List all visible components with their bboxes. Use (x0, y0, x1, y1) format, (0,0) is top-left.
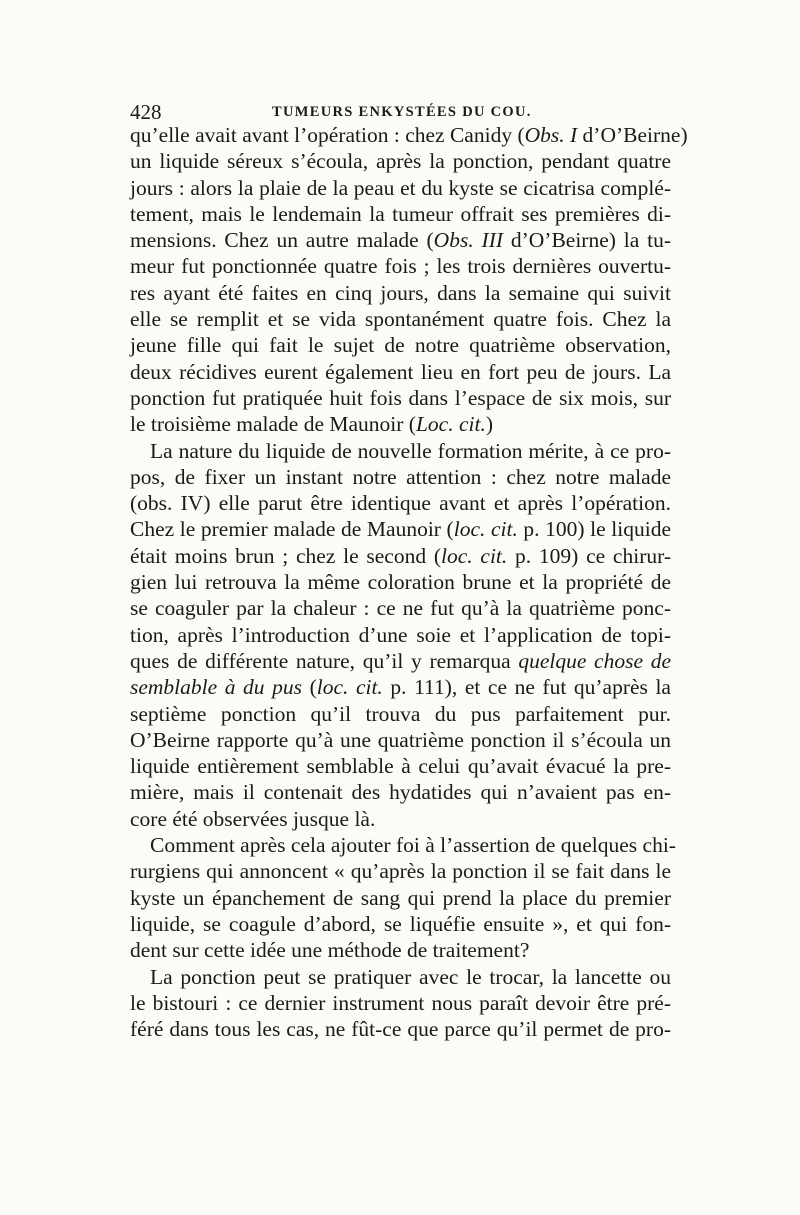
text-line (130, 148, 671, 174)
text-segment: ponction fut pratiquée huit fois dans l’espace de six mois, sur (130, 385, 671, 410)
text-segment: gien lui retrouva la même coloration brune et la propriété de (130, 570, 671, 595)
text-segment: elle se remplit et se vida spontanément quatre fois. Chez la (130, 307, 671, 332)
text-segment: liquide, se coagule d’abord, se liquéfie ensuite », et qui fon- (130, 911, 671, 936)
text-segment: septième ponction qu’il trouva du pus parfaitement pur. (130, 701, 671, 726)
text-segment: core été observées jusque là. (130, 806, 376, 831)
italic-text: loc. cit. (441, 543, 508, 568)
text-segment: Comment après cela ajouter foi à l’assertion de quelques chi- (150, 833, 676, 858)
text-segment: kyste un épanchement de sang qui prend la place du premier (130, 885, 671, 910)
text-segment: d’O’Beirne) la tu- (503, 228, 671, 253)
text-line (130, 253, 671, 279)
text-segment: deux récidives eurent également lieu en fort peu de jours. La (130, 359, 671, 384)
italic-text: loc. cit. (453, 517, 518, 542)
text-line (130, 885, 671, 911)
text-segment: ques de différente nature, qu’il y remarqua (130, 648, 519, 673)
text-line (130, 858, 671, 884)
page-number: 428 (130, 100, 162, 124)
text-segment: mensions. Chez un autre malade ( (130, 228, 434, 253)
text-line (130, 490, 671, 516)
text-line (130, 806, 671, 832)
text-line (130, 122, 688, 148)
italic-text: semblable à du pus (130, 675, 302, 700)
italic-text: quelque chose de (518, 648, 671, 673)
italic-text: Loc. cit. (415, 412, 486, 437)
text-line (130, 306, 671, 332)
text-line (130, 280, 671, 306)
text-line (130, 701, 671, 727)
text-line (130, 648, 671, 674)
text-line (130, 175, 671, 201)
text-line (130, 964, 671, 990)
text-segment: p. 111), et ce ne fut qu’après la (382, 675, 671, 700)
text-segment: res ayant été faites en cinq jours, dans la semaine qui suivit (130, 280, 671, 305)
body-text (130, 122, 688, 1042)
text-line (130, 516, 671, 542)
text-segment: Chez le premier malade de Maunoir ( (130, 517, 454, 542)
text-line (130, 543, 671, 569)
text-segment: ) (485, 412, 494, 437)
text-segment: p. 100) le liquide (517, 517, 671, 542)
text-segment: jeune fille qui fait le sujet de notre quatrième observation, (130, 333, 671, 358)
text-line (130, 332, 671, 358)
italic-text: loc. cit. (316, 675, 383, 700)
text-segment: qu’elle avait avant l’opération : chez Canidy ( (130, 123, 525, 147)
text-segment: un liquide séreux s’écoula, après la ponction, pendant quatre (130, 149, 671, 174)
text-segment: le troisième malade de Maunoir ( (130, 412, 416, 437)
italic-text: Obs. III (433, 228, 504, 253)
text-line (130, 622, 671, 648)
text-segment: tion, après l’introduction d’une soie et l’application de topi- (130, 622, 671, 647)
text-segment: p. 109) ce chirur- (507, 543, 671, 568)
text-segment: d’O’Beirne) (577, 123, 688, 147)
text-line (130, 674, 671, 700)
text-line (130, 1016, 671, 1042)
text-segment: féré dans tous les cas, ne fût-ce que parce qu’il permet de pro- (130, 1017, 671, 1042)
text-line (130, 779, 671, 805)
text-segment: (obs. IV) elle parut être identique avant et après l’opération. (130, 491, 671, 516)
text-segment: était moins brun ; chez le second ( (130, 543, 442, 568)
text-line (130, 438, 671, 464)
text-segment: La nature du liquide de nouvelle formation mérite, à ce pro- (150, 438, 671, 463)
text-segment: O’Beirne rapporte qu’à une quatrième ponction il s’écoula un (130, 727, 671, 752)
text-segment: La ponction peut se pratiquer avec le trocar, la lancette ou (150, 964, 671, 989)
text-line (130, 201, 671, 227)
text-line (130, 385, 671, 411)
italic-text: Obs. I (524, 123, 578, 147)
text-line (130, 753, 671, 779)
text-line (130, 911, 671, 937)
text-segment: dent sur cette idée une méthode de traitement? (130, 938, 530, 963)
text-segment: tement, mais le lendemain la tumeur offrait ses premières di- (130, 201, 671, 226)
text-segment: ( (302, 675, 317, 700)
text-line (130, 569, 671, 595)
text-line (130, 227, 671, 253)
text-line (130, 832, 676, 858)
running-title: TUMEURS ENKYSTÉES DU COU. (272, 104, 532, 120)
text-line (130, 990, 671, 1016)
text-line (130, 359, 671, 385)
text-line (130, 411, 671, 437)
text-segment: rurgiens qui annoncent « qu’après la ponction il se fait dans le (130, 859, 671, 884)
text-segment: meur fut ponctionnée quatre fois ; les trois dernières ouvertu- (130, 254, 671, 279)
text-line (130, 464, 671, 490)
text-segment: mière, mais il contenait des hydatides qui n’avaient pas en- (130, 780, 671, 805)
text-segment: liquide entièrement semblable à celui qu’avait évacué la pre- (130, 754, 671, 779)
text-line (130, 727, 671, 753)
text-segment: pos, de fixer un instant notre attention : chez notre malade (130, 464, 671, 489)
text-segment: le bistouri : ce dernier instrument nous paraît devoir être pré- (130, 990, 671, 1015)
text-line (130, 595, 671, 621)
text-segment: jours : alors la plaie de la peau et du kyste se cicatrisa complé- (130, 175, 671, 200)
text-segment: se coaguler par la chaleur : ce ne fut qu’à la quatrième ponc- (130, 596, 671, 621)
text-line (130, 937, 671, 963)
